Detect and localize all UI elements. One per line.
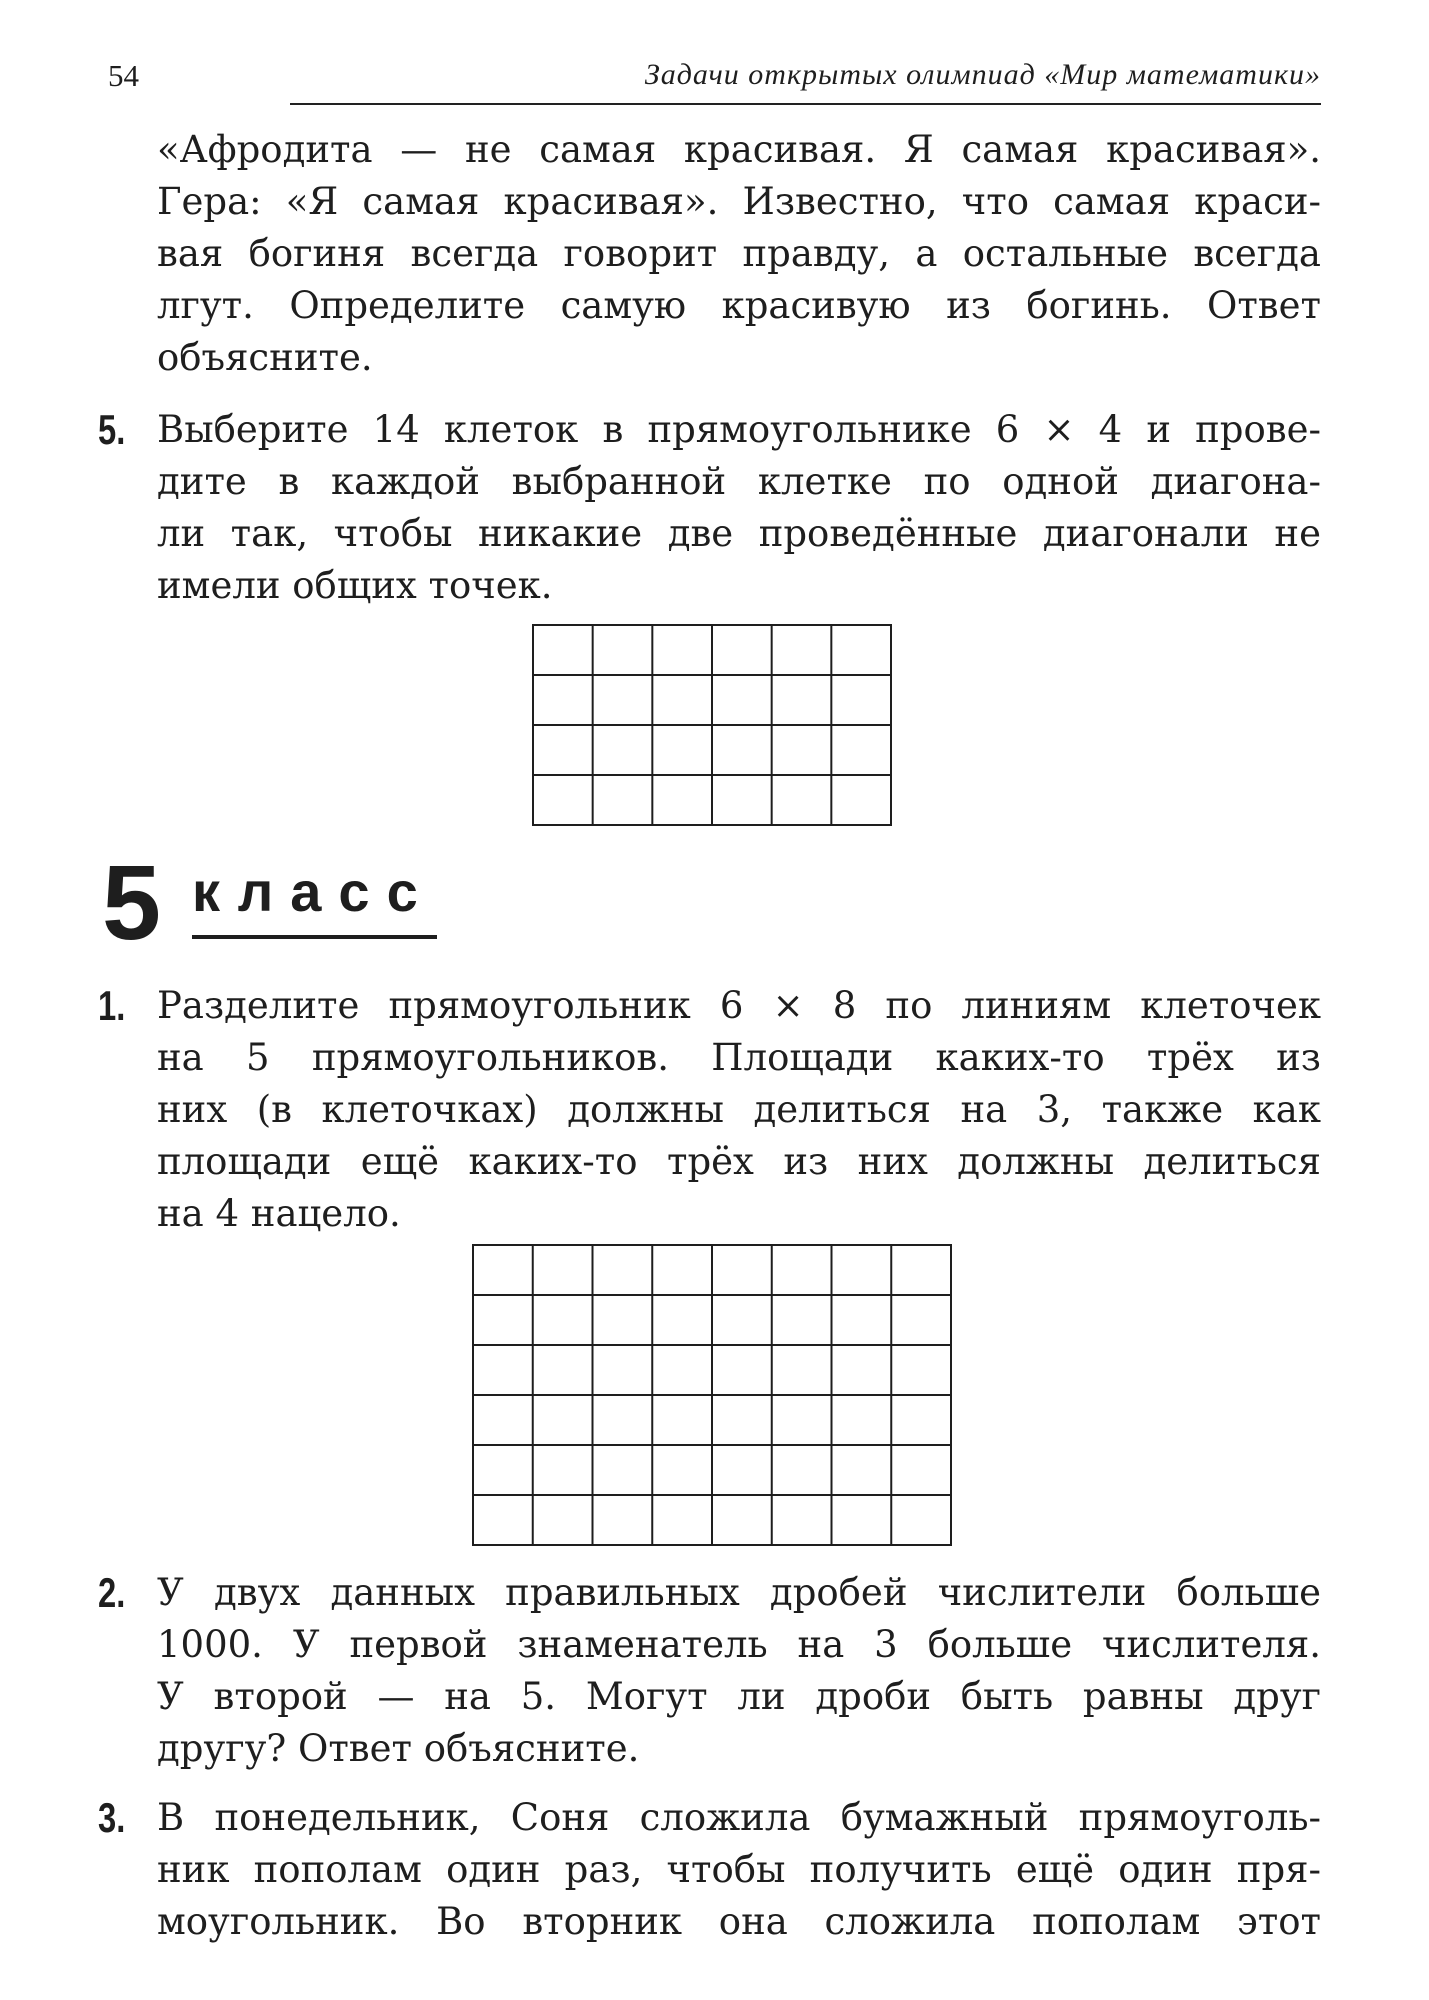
problem-text-line: ник пополам один раз, чтобы получить ещё один пря- [157,1848,1321,1891]
problem-text-line: другу? Ответ объясните. [157,1727,640,1770]
problem-text-line: дите в каждой выбранной клетке по одной диагона- [157,460,1321,503]
problem-text-line: на 4 нацело. [157,1192,401,1235]
problem-text-line: Выберите 14 клеток в прямоугольнике 6 × 4 и прове- [157,408,1321,451]
problem-text-line: площади ещё каких-то трёх из них должны делиться [157,1140,1321,1183]
continuation-line: лгут. Определите самую красивую из богинь. Ответ [157,284,1321,327]
problem-text-line: 1000. У первой знаменатель на 3 больше числителя. [157,1623,1321,1666]
problem-text-line: моугольник. Во вторник она сложила пополам этот [157,1900,1321,1943]
grid-8x6 [472,1244,952,1546]
class-number: 5 [102,844,161,962]
problem-number: 3. [98,1794,126,1841]
problem-text-line: на 5 прямоугольников. Площади каких-то трёх из [157,1036,1321,1079]
continuation-line: Гера: «Я самая красивая». Известно, что самая краси- [157,180,1321,223]
problem-number: 1. [98,982,126,1029]
continuation-line: «Афродита — не самая красивая. Я самая красивая». [157,128,1321,171]
continuation-line: объясните. [157,336,373,379]
header-rule [290,103,1321,105]
class-word: класс [192,860,435,923]
problem-text-line: В понедельник, Соня сложила бумажный прямоуголь- [157,1796,1321,1839]
class-heading-underline [192,935,437,939]
problem-text-line: У второй — на 5. Могут ли дроби быть равны друг [157,1675,1321,1718]
problem-text-line: имели общих точек. [157,564,553,607]
problem-number: 2. [98,1569,126,1616]
problem-text-line: У двух данных правильных дробей числители больше [157,1571,1321,1614]
problem-text-line: Разделите прямоугольник 6 × 8 по линиям клеточек [157,984,1321,1027]
page-number: 54 [108,58,139,93]
running-title: Задачи открытых олимпиад «Мир математики» [644,58,1321,91]
continuation-line: вая богиня всегда говорит правду, а остальные всегда [157,232,1321,275]
grid-6x4 [532,624,892,826]
problem-text-line: ли так, чтобы никакие две проведённые диагонали не [157,512,1321,555]
problem-text-line: них (в клеточках) должны делиться на 3, также как [157,1088,1321,1131]
problem-number: 5. [98,406,126,453]
